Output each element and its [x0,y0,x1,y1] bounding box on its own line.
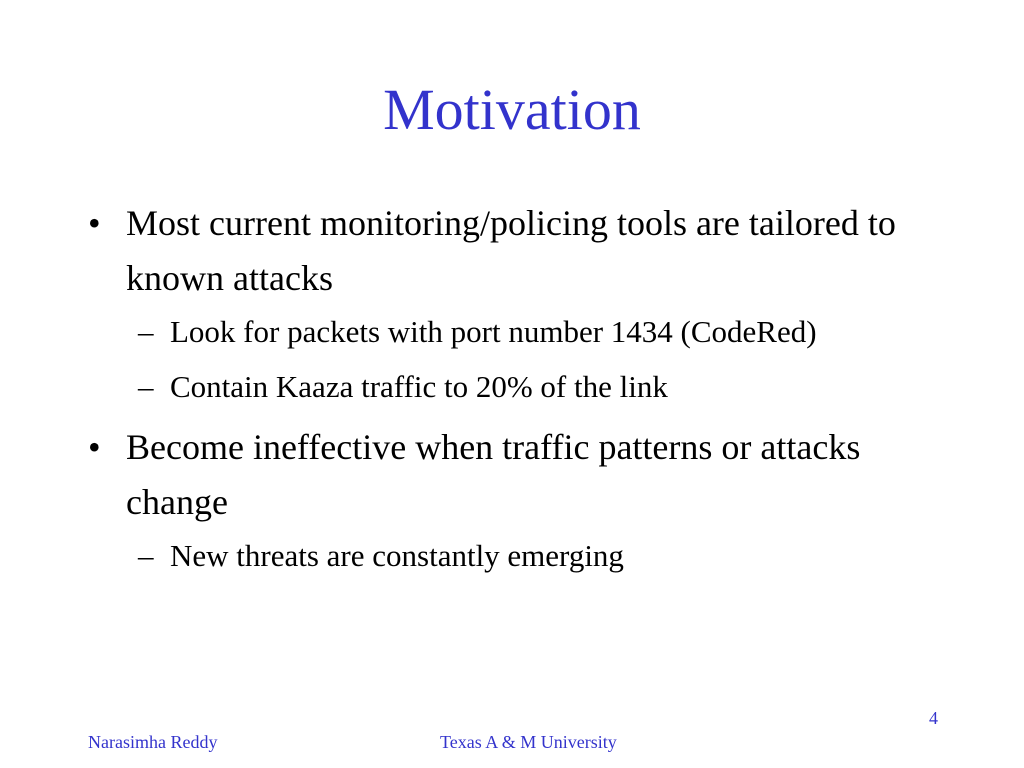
dash-marker: – [138,369,154,404]
bullet-item [88,420,958,577]
bullet-marker: • [88,427,101,467]
sub-bullet-text: New threats are constantly emerging [170,538,624,573]
bullet-item [88,196,958,408]
slide-title: Motivation [383,77,641,142]
sub-bullet-item [126,310,958,353]
footer-institution: Texas A & M University [440,732,617,752]
sub-bullet-list [126,310,958,408]
footer-author: Narasimha Reddy [88,732,218,752]
dash-marker: – [138,314,154,349]
bullet-marker: • [88,203,101,243]
page-number: 4 [929,708,938,728]
sub-bullet-text: Look for packets with port number 1434 (CodeRed) [170,314,817,349]
bullet-list [88,196,958,589]
dash-marker: – [138,538,154,573]
bullet-text: Become ineffective when traffic patterns or attacks change [126,427,861,522]
sub-bullet-item [126,534,958,577]
bullet-text: Most current monitoring/policing tools are tailored to known attacks [126,203,896,298]
sub-bullet-list [126,534,958,577]
sub-bullet-item [126,365,958,408]
sub-bullet-text: Contain Kaaza traffic to 20% of the link [170,369,668,404]
